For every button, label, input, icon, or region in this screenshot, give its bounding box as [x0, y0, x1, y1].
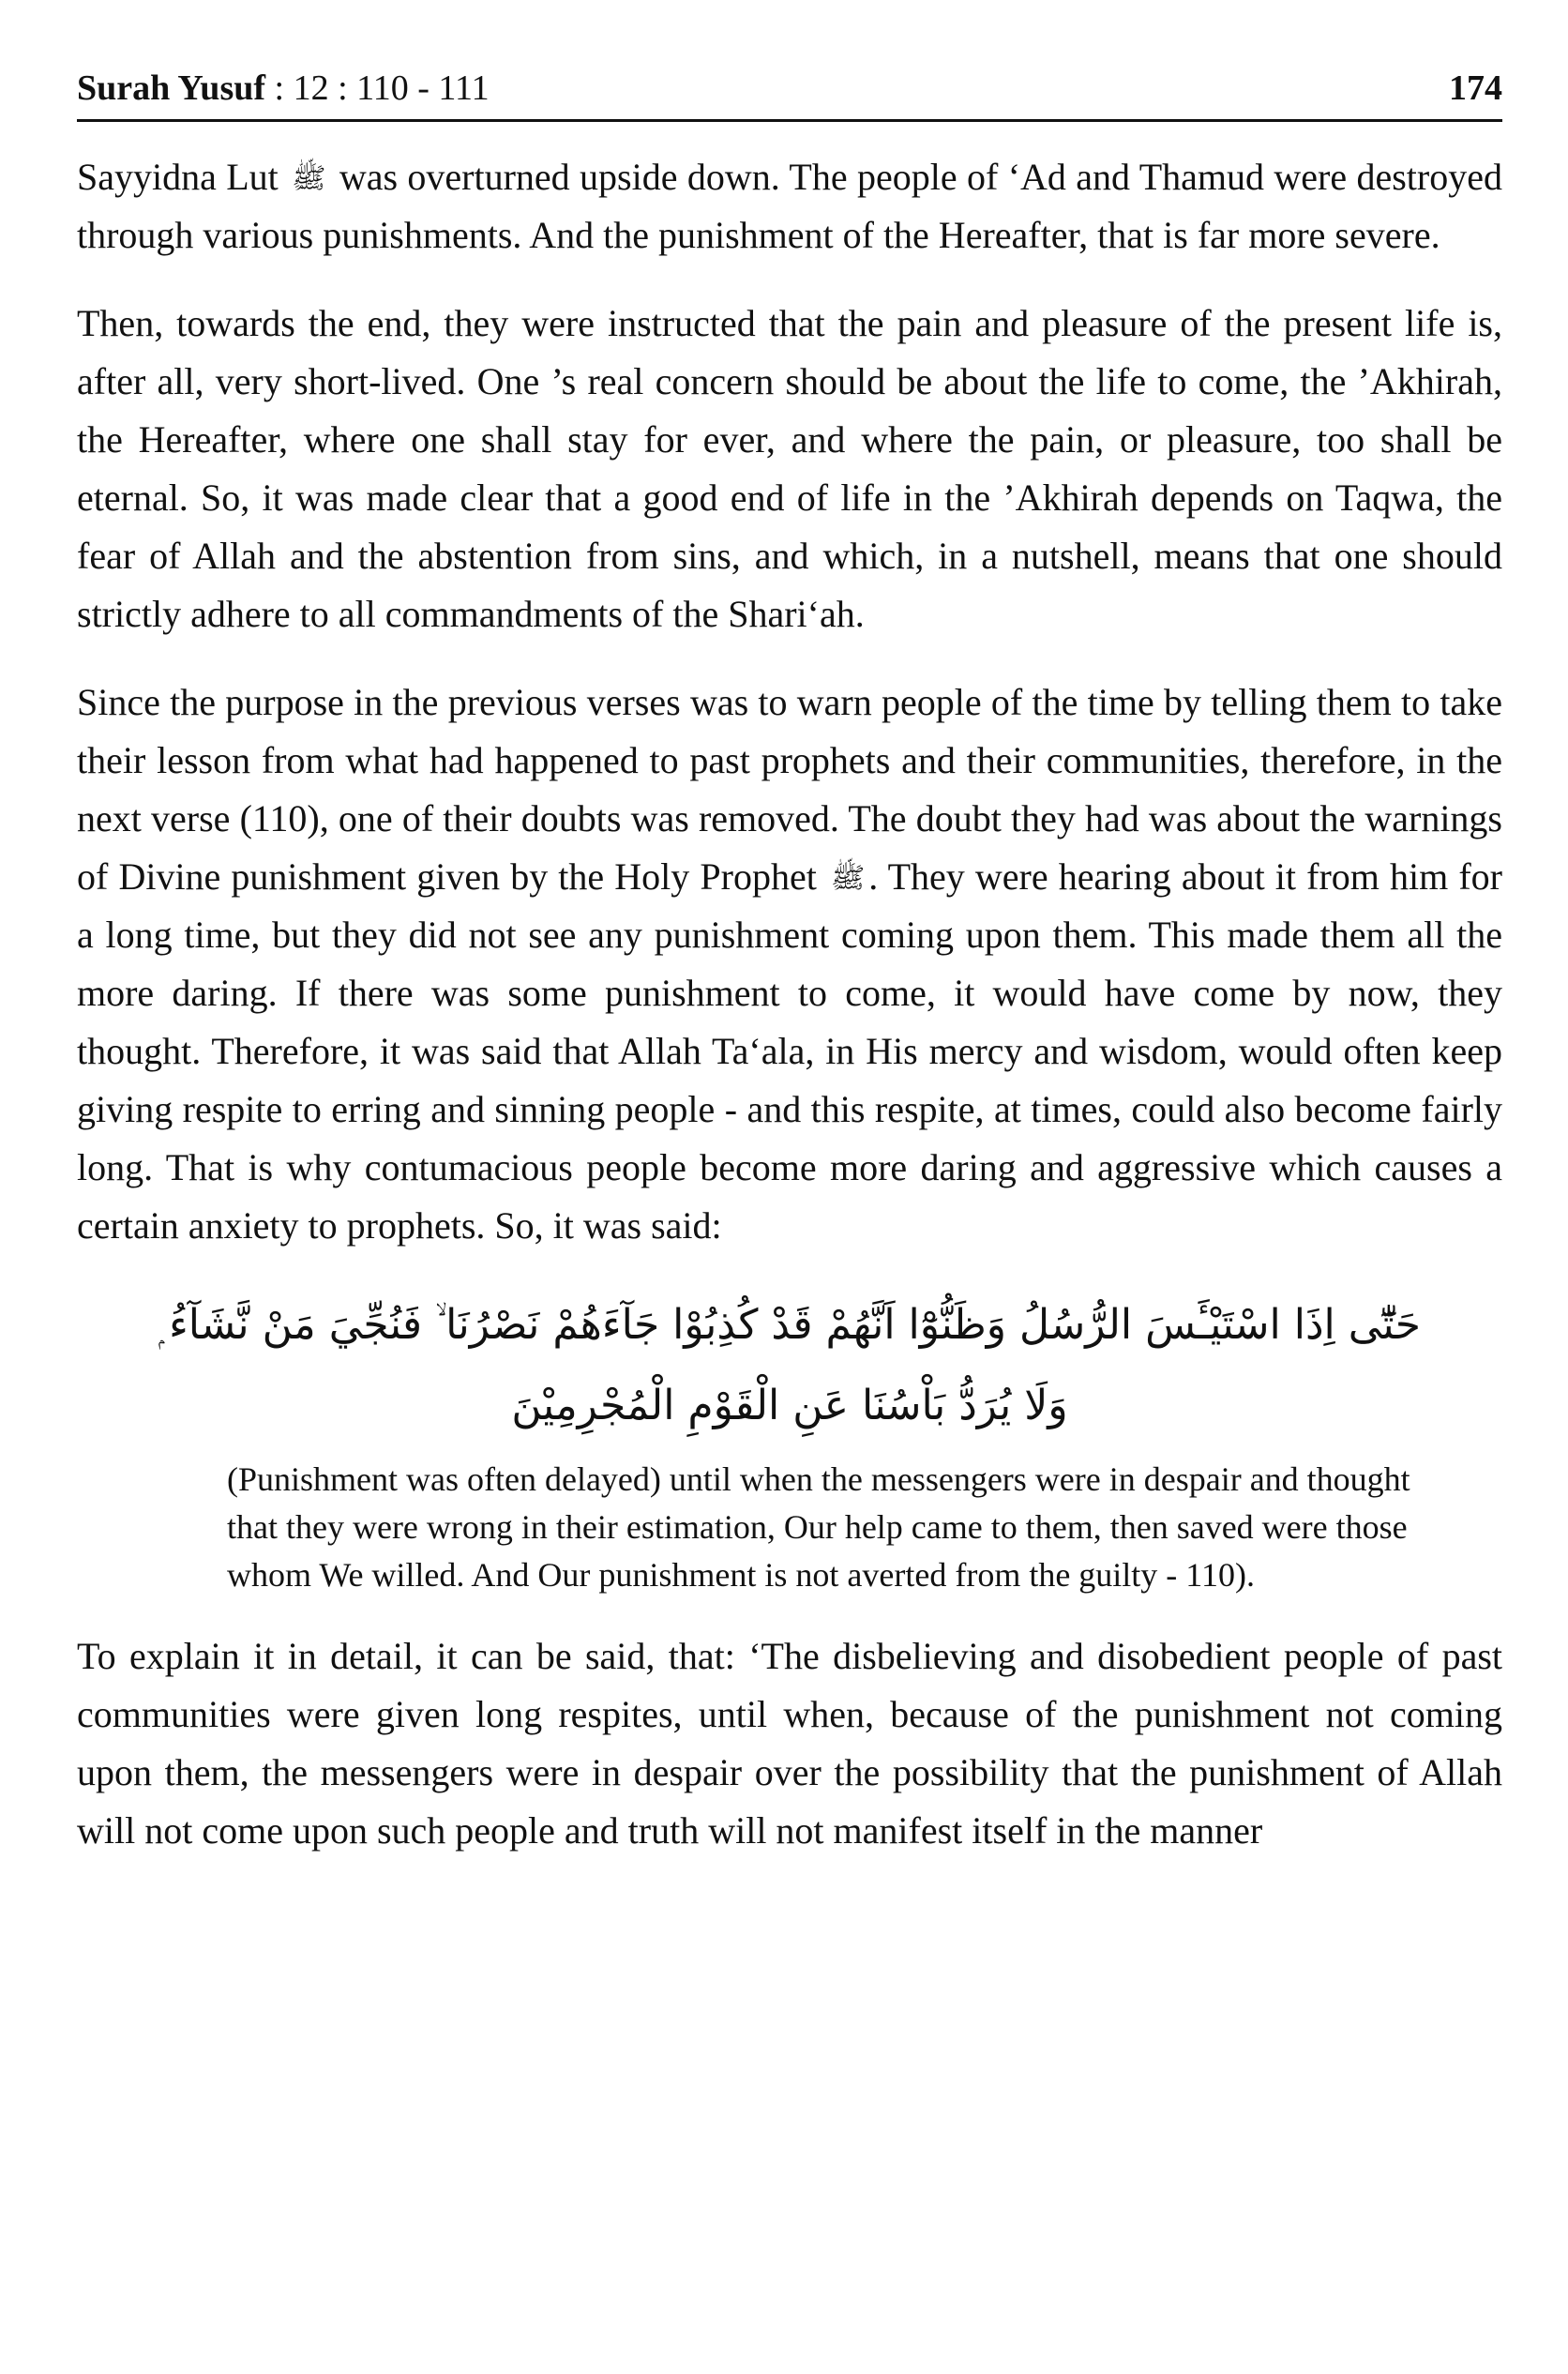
- paragraph-text: was overturned upside down. The people of ‘Ad and Thamud were destroyed through various punishments. And the punishment of the Hereafter, that is far more severe.: [77, 156, 1502, 256]
- verse-reference: : 12 : 110 - 111: [265, 68, 490, 108]
- paragraph-text: Since the purpose in the previous verses was to warn people of the time by telling them to take their lesson from what had happened to past prophets and their communities, therefore, in the next verse (110), one of their doubts was removed. The doubt they had was about the warnings of Divine punishment given by the Holy Prophet: [77, 681, 1502, 898]
- surah-name: Surah Yusuf: [77, 68, 266, 108]
- paragraph-1: [77, 148, 1502, 265]
- paragraph-3: [77, 673, 1502, 1255]
- body-text: [77, 148, 1502, 1890]
- page-number: 174: [1449, 68, 1502, 108]
- honorific-symbol-icon: ﷺ: [292, 162, 326, 195]
- paragraph-4: To explain it in detail, it can be said, that: ‘The disbelieving and disobedient people of past communities were given long respites, until when, because of the punishment not coming upon them, the messengers were in despair over the possibility that the punishment of Allah will not come upon such people and truth will not manifest itself in the manner: [77, 1635, 1502, 1852]
- paragraph-2: Then, towards the end, they were instructed that the pain and pleasure of the present life is, after all, very short-lived. One ’s real concern should be about the life to come, the ’Akhirah, the Hereafter, where one shall stay for ever, and where the pain, or pleasure, too shall be eternal. So, it was made clear that a good end of life in the ’Akhirah depends on Taqwa, the fear of Allah and the abstention from sins, and which, in a nutshell, means that one should strictly adhere to all commandments of the Shari‘ah.: [77, 302, 1502, 635]
- page-header: [77, 60, 1502, 116]
- paragraph-text: . They were hearing about it from him for a long time, but they did not see any punishment coming upon them. This made them all the more daring. If there was some punishment to come, it would have come by now, they thought. Therefore, it was said that Allah Ta‘ala, in His mercy and wisdom, would often keep giving respite to erring and sinning people - and this respite, at times, could also become fairly long. That is why contumacious people become more daring and aggressive which causes a certain anxiety to prophets. So, it was said:: [77, 855, 1502, 1247]
- honorific-symbol-icon: ﷺ: [830, 862, 866, 895]
- paragraph-text: Sayyidna Lut: [77, 156, 289, 198]
- header-divider: [77, 119, 1502, 122]
- verse-translation: (Punishment was often delayed) until when the messengers were in despair and thought that they were wrong in their estimation, Our help came to them, then saved were those whom We willed. And Our punishment is not averted from the guilty - 110).: [227, 1460, 1410, 1594]
- arabic-verse: حَتّٰٓى اِذَا اسْتَيْـَٔسَ الرُّسُلُ وَظَنُّوْٓا اَنَّهُمْ قَدْ كُذِبُوْا جَآءَهُمْ نَصْرُنَا ۙ فَنُجِّيَ مَنْ نَّشَآءُ ۭ وَلَا يُرَدُّ بَاْسُنَا عَنِ الْقَوْمِ الْمُجْرِمِيْنَ: [158, 1301, 1421, 1429]
- running-head: [77, 60, 490, 116]
